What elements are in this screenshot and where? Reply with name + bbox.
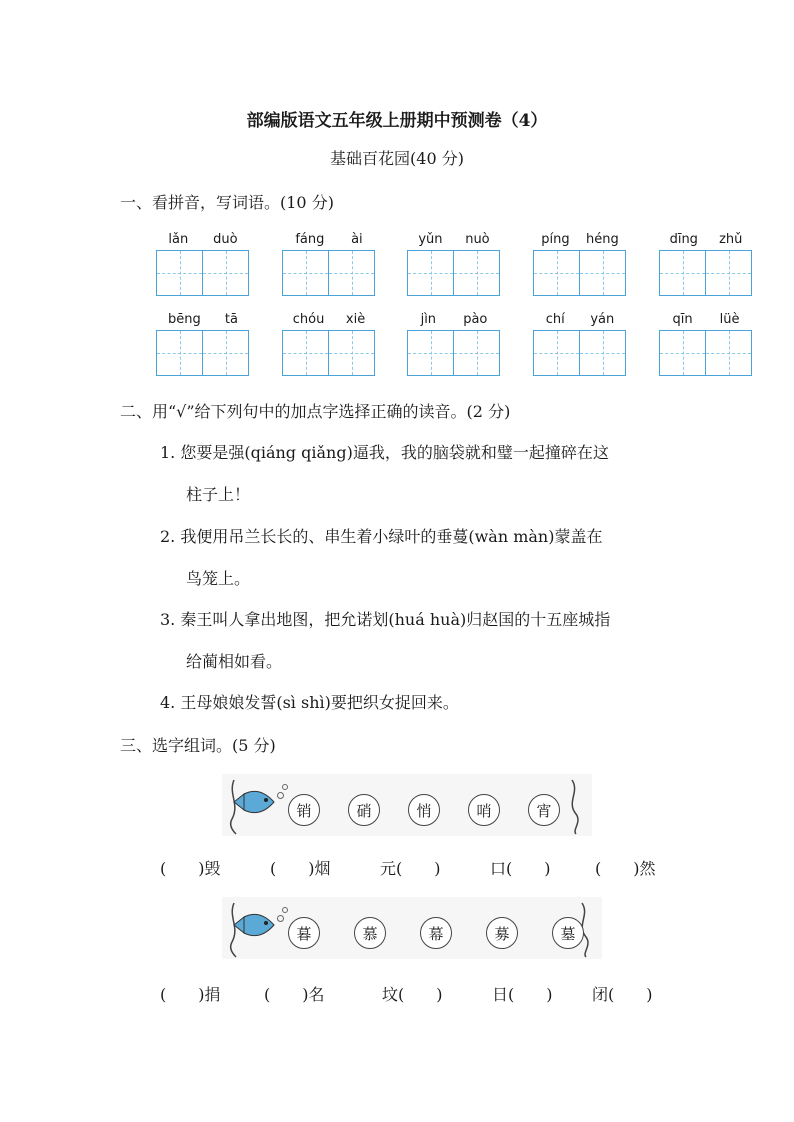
pinyin: lüè (719, 312, 740, 327)
writing-grid[interactable] (407, 250, 501, 296)
word-box (156, 232, 250, 296)
fill-blank[interactable]: ( )然 (595, 859, 656, 878)
writing-grid[interactable] (156, 330, 250, 376)
writing-grid[interactable] (533, 330, 627, 376)
page-title: 部编版语文五年级上册期中预测卷（4） (246, 111, 548, 131)
char-option[interactable]: 慕 (354, 917, 386, 949)
pinyin: bēng (168, 312, 201, 327)
pinyin: qīn (672, 312, 693, 327)
fill-blank[interactable]: ( )烟 (270, 859, 331, 878)
fill-blank[interactable]: 元( ) (380, 859, 441, 878)
fill-blank[interactable]: ( )名 (264, 985, 325, 1004)
pinyin: héng (586, 232, 619, 247)
char-option[interactable]: 暮 (288, 917, 320, 949)
writing-grid[interactable] (659, 250, 753, 296)
fill-blank[interactable]: 日( ) (492, 985, 553, 1004)
pinyin: chí (545, 312, 565, 327)
fill-blank[interactable]: 闭( ) (592, 985, 653, 1004)
fill-blank[interactable]: ( )捐 (160, 985, 221, 1004)
writing-grid[interactable] (156, 250, 250, 296)
pinyin: jìn (420, 312, 437, 327)
pinyin: píng (541, 232, 570, 247)
seaweed-icon (562, 776, 588, 836)
question-1-line2: 柱子上！ (186, 485, 251, 504)
pinyin: zhǔ (719, 232, 743, 247)
word-box (156, 312, 250, 376)
fill-row-1 (160, 856, 675, 879)
word-box (533, 312, 627, 376)
pinyin: fáng (295, 232, 325, 247)
char-option[interactable]: 募 (486, 917, 518, 949)
word-box (407, 232, 501, 296)
writing-grid[interactable] (659, 330, 753, 376)
word-box (533, 232, 627, 296)
section2-heading: 二、用“√”给下列句中的加点字选择正确的读音。(2 分) (120, 402, 511, 421)
question-2-line1: 2. 我便用吊兰长长的、串生着小绿叶的垂蔓(wàn màn)蒙盖在 (160, 527, 603, 546)
char-option[interactable]: 销 (288, 794, 320, 826)
char-option[interactable]: 哨 (468, 794, 500, 826)
writing-grid[interactable] (533, 250, 627, 296)
word-box (407, 312, 501, 376)
fill-blank[interactable]: ( )毁 (160, 859, 221, 878)
writing-grid[interactable] (282, 250, 376, 296)
section1-heading: 一、看拼音，写词语。(10 分) (120, 193, 334, 212)
char-option[interactable]: 悄 (408, 794, 440, 826)
char-option[interactable]: 宵 (528, 794, 560, 826)
pinyin: tā (224, 312, 238, 327)
pinyin: yǔn (418, 232, 443, 247)
pinyin: pào (463, 312, 488, 327)
fill-row-2 (160, 982, 672, 1005)
pinyin: nuò (465, 232, 490, 247)
pinyin: duò (213, 232, 238, 247)
pinyin: dīng (669, 232, 698, 247)
question-3-line1: 3. 秦王叫人拿出地图，把允诺划(huá huà)归赵国的十五座城指 (160, 610, 611, 629)
pinyin: yán (590, 312, 615, 327)
writing-grid[interactable] (407, 330, 501, 376)
pinyin: xiè (345, 312, 366, 327)
char-option[interactable]: 墓 (552, 917, 584, 949)
word-box (282, 312, 376, 376)
pinyin: lǎn (168, 232, 189, 247)
char-option[interactable]: 幕 (420, 917, 452, 949)
fill-blank[interactable]: 口( ) (490, 859, 551, 878)
char-bank-1 (222, 774, 592, 836)
section3-heading: 三、选字组词。(5 分) (120, 736, 276, 755)
question-3-line2: 给蔺相如看。 (186, 652, 283, 671)
pinyin: chóu (292, 312, 325, 327)
question-4-line1: 4. 王母娘娘发誓(sì shì)要把织女捉回来。 (160, 693, 459, 712)
fill-blank[interactable]: 坟( ) (382, 985, 443, 1004)
char-bank-2 (222, 897, 602, 959)
word-box (282, 232, 376, 296)
word-box (659, 232, 753, 296)
word-box (659, 312, 753, 376)
char-row-1 (288, 794, 560, 826)
writing-grid[interactable] (282, 330, 376, 376)
question-2-line2: 鸟笼上。 (186, 569, 251, 588)
char-option[interactable]: 硝 (348, 794, 380, 826)
question-1-line1: 1. 您要是强(qiáng qiǎng)逼我，我的脑袋就和璧一起撞碎在这 (160, 443, 609, 462)
char-row-2 (288, 917, 584, 949)
pinyin: ài (351, 232, 363, 247)
page-subtitle: 基础百花园(40 分) (330, 149, 464, 168)
